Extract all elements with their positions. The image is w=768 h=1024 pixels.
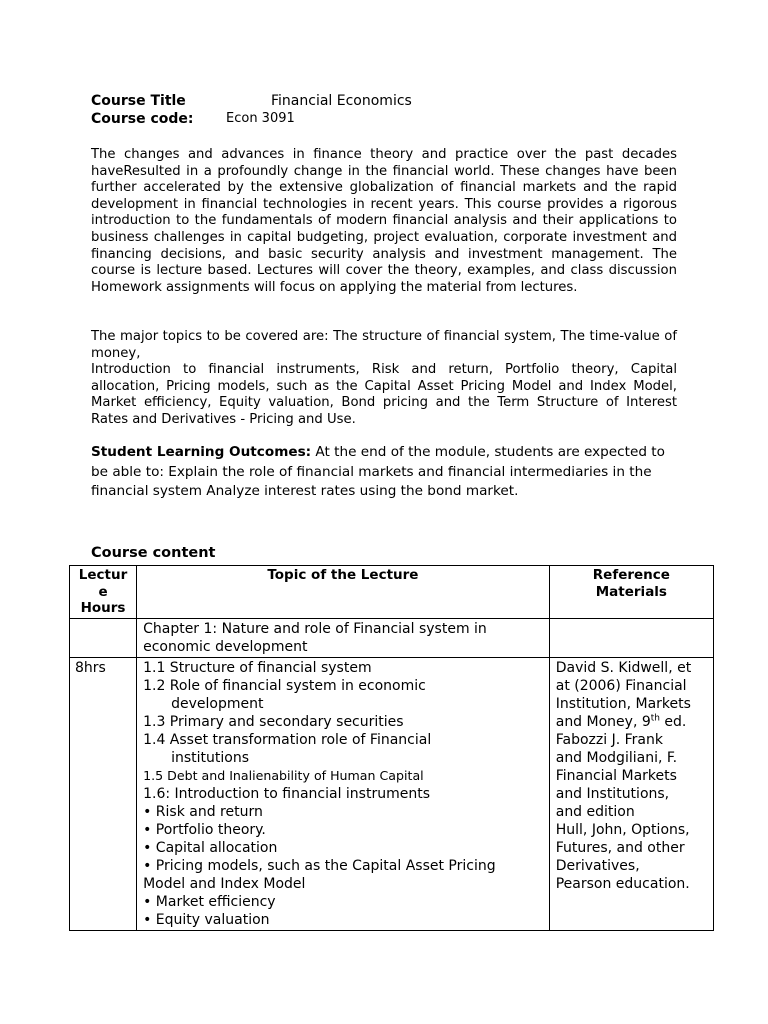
course-title-value: Financial Economics bbox=[271, 93, 412, 109]
chapter-ref-cell bbox=[549, 618, 713, 657]
topic-item: 1.6: Introduction to financial instruments bbox=[143, 785, 430, 802]
reference-text: and Money, 9 bbox=[555, 713, 651, 730]
header-ref-line: Materials bbox=[595, 583, 667, 600]
reference-text: ed. bbox=[659, 713, 687, 730]
reference-line: Financial Markets bbox=[555, 767, 677, 784]
reference-line: and Institutions, bbox=[555, 785, 670, 802]
major-topics bbox=[91, 329, 677, 429]
reference-line: David S. Kidwell, et bbox=[555, 659, 692, 676]
hours-cell: 8hrs bbox=[70, 657, 137, 930]
reference-line: and Modgiliani, F. bbox=[555, 749, 678, 766]
reference-line: Fabozzi J. Frank bbox=[555, 731, 663, 748]
topic-item: • Portfolio theory. bbox=[143, 821, 266, 838]
major-topics-line2: Introduction to financial instruments, Risk and return, Portfolio theory, Capital allocation, Pricing models, such as the Capital Asset Pricing Model and Index Model, Market efficiency, Equity valuation, Bond pricing and the Term Structure of Interest Rates and Derivatives - Pricing and Use. bbox=[91, 362, 677, 427]
topic-item: institutions bbox=[171, 749, 250, 766]
reference-line: Institution, Markets bbox=[555, 695, 691, 712]
topic-item: 1.5 Debt and Inalienability of Human Capital bbox=[143, 767, 424, 783]
course-content-table bbox=[69, 565, 714, 931]
header-hours-line: Hours bbox=[80, 600, 126, 616]
header-topic: Topic of the Lecture bbox=[137, 566, 550, 619]
reference-line: and edition bbox=[555, 803, 635, 820]
table-row bbox=[70, 618, 714, 657]
learning-outcomes bbox=[91, 443, 681, 502]
reference-line: Hull, John, Options, bbox=[555, 821, 690, 838]
chapter-cell: Chapter 1: Nature and role of Financial system in economic development bbox=[137, 618, 550, 657]
reference-line: at (2006) Financial bbox=[555, 677, 687, 694]
table-row bbox=[70, 657, 714, 930]
reference-line: Futures, and other bbox=[555, 839, 685, 856]
topic-item: 1.2 Role of financial system in economic bbox=[143, 677, 426, 694]
topic-item: Model and Index Model bbox=[143, 875, 306, 892]
header-hours-line: e bbox=[98, 583, 108, 600]
header-lecture-hours bbox=[70, 566, 137, 619]
ordinal-suffix: th bbox=[650, 712, 660, 723]
topic-item: 1.4 Asset transformation role of Financial bbox=[143, 731, 432, 748]
course-content-title: Course content bbox=[91, 545, 216, 561]
topic-item: • Pricing models, such as the Capital Asset Pricing bbox=[143, 857, 496, 874]
header-reference bbox=[549, 566, 713, 619]
course-code-value: Econ 3091 bbox=[226, 111, 295, 126]
chapter-hours-cell bbox=[70, 618, 137, 657]
topics-cell bbox=[137, 657, 550, 930]
course-title-label: Course Title bbox=[91, 93, 186, 109]
course-description: The changes and advances in finance theory and practice over the past decades haveResulted in a profoundly change in the financial world. These changes have been further accelerated by the extensive globalization of financial markets and the rapid development in financial technologies in recent years. This course provides a rigorous introduction to the fundamentals of modern financial analysis and their applications to business challenges in capital budgeting, project evaluation, corporate investment and financing decisions, and basic security analysis and investment management. The course is lecture based. Lectures will cover the theory, examples, and class discussion Homework assignments will focus on applying the material from lectures. bbox=[91, 147, 677, 295]
references-cell bbox=[549, 657, 713, 930]
header-ref-line: Reference bbox=[592, 567, 670, 583]
topic-item: • Risk and return bbox=[143, 803, 263, 820]
topic-item: • Capital allocation bbox=[143, 839, 278, 856]
topic-item: development bbox=[171, 695, 264, 712]
topic-item: • Equity valuation bbox=[143, 911, 270, 928]
topic-item: 1.3 Primary and secondary securities bbox=[143, 713, 404, 730]
major-topics-line1: The major topics to be covered are: The structure of financial system, The time-value of money, bbox=[91, 329, 677, 361]
reference-line bbox=[556, 713, 707, 731]
outcomes-label: Student Learning Outcomes: bbox=[91, 444, 312, 460]
reference-line: Pearson education. bbox=[555, 875, 690, 892]
reference-line: Derivatives, bbox=[555, 857, 640, 874]
table-header-row bbox=[70, 566, 714, 619]
outcomes-text: At the end of the module, students are expected to be able to: Explain the role of financial markets and financial intermediaries in the financial system Analyze interest rates using the bond market. bbox=[91, 444, 665, 499]
course-code-label: Course code: bbox=[91, 111, 194, 127]
topic-item: • Market efficiency bbox=[143, 893, 276, 910]
topic-item: 1.1 Structure of financial system bbox=[143, 659, 372, 676]
header-hours-line: Lectur bbox=[78, 567, 128, 583]
